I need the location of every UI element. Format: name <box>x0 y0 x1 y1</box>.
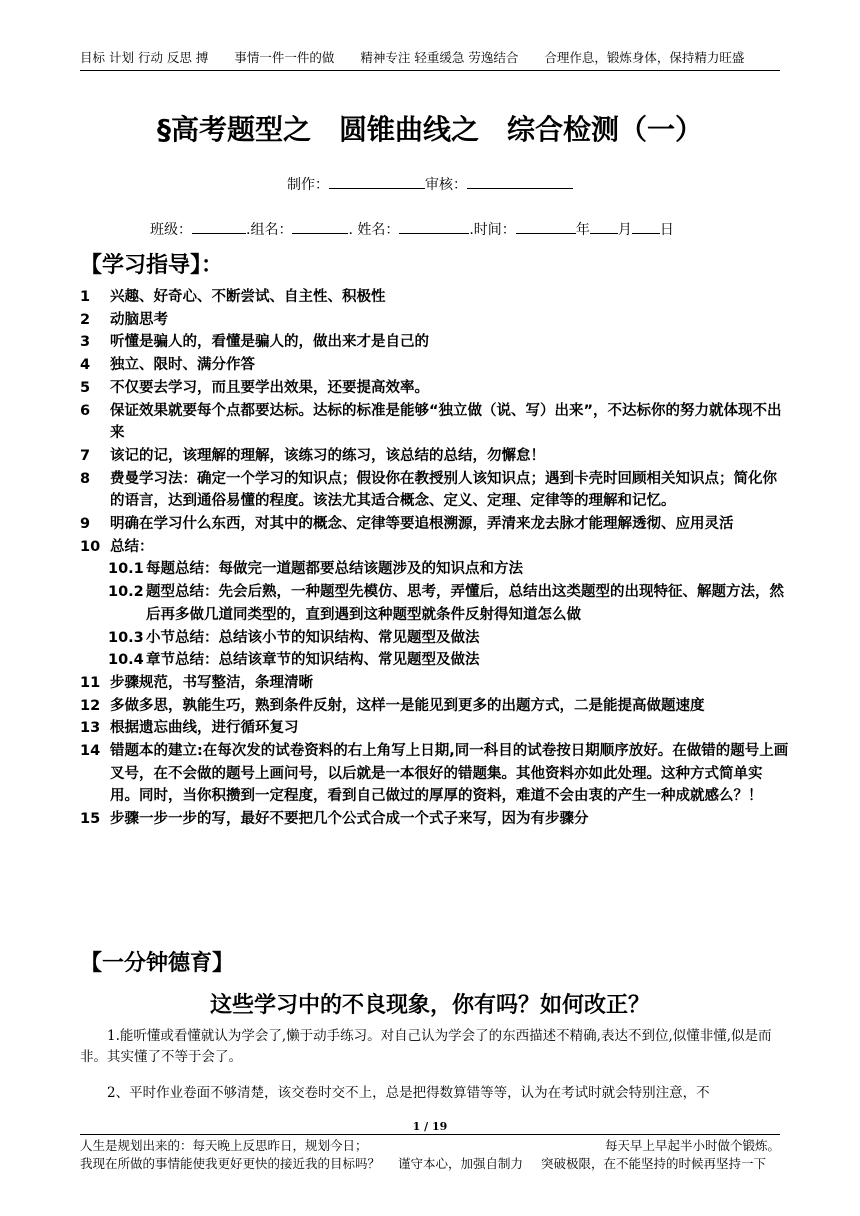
title-part-3: 综合检测（一） <box>507 113 704 146</box>
title-part-2: 圆锥曲线之 <box>338 113 479 146</box>
list-item <box>80 672 790 695</box>
list-item <box>80 740 790 808</box>
page-header <box>80 48 780 71</box>
footer-text-left: 人生是规划出来的：每天晚上反思昨日，规划今日； <box>80 1138 368 1153</box>
item-number: 2 <box>80 311 91 328</box>
name-blank <box>399 219 469 234</box>
sub-list-item <box>80 627 790 650</box>
header-text-1: 目标 计划 行动 反思 搏 <box>80 50 209 65</box>
sub-list-item <box>80 558 790 581</box>
item-number: 7 <box>80 447 91 464</box>
footer-text-3: 突破极限，在不能坚持的时候再坚持一下 <box>540 1156 766 1171</box>
item-number: 3 <box>80 334 91 351</box>
group-label: .组名： <box>246 222 293 238</box>
item-text: 兴趣、好奇心、不断尝试、自主性、积极性 <box>110 289 386 305</box>
maker-label: 制作： <box>287 177 329 193</box>
item-number: 11 <box>80 674 101 691</box>
item-text: 该记的记，该理解的理解，该练习的练习，该总结的总结，勿懈怠！ <box>110 447 545 464</box>
list-item <box>80 331 790 354</box>
page-footer <box>80 1134 780 1173</box>
time-label: .时间： <box>469 222 516 238</box>
list-item <box>80 309 790 332</box>
item-text: 步骤一步一步的写，最好不要把几个公式合成一个式子来写，因为有步骤分 <box>110 811 589 828</box>
sub-item-text: 题型总结：先会后熟，一种题型先模仿、思考，弄懂后，总结出这类题型的出现特征、解题方法，然后再多做几道同类型的，直到遇到这种题型就条件反射得知道怎么做 <box>146 584 784 623</box>
sub-item-text: 每题总结：每做完一道题都要总结该题涉及的知识点和方法 <box>146 561 523 578</box>
header-text-2: 事情一件一件的做 <box>234 50 335 65</box>
item-text: 多做多思，孰能生巧，熟到条件反射，这样一是能见到更多的出题方式，二是能提高做题速度 <box>110 697 705 714</box>
list-item <box>80 445 790 468</box>
group-blank <box>292 219 348 234</box>
list-item <box>80 536 790 559</box>
review-label: 审核： <box>425 177 467 193</box>
item-text: 总结： <box>110 538 154 555</box>
header-text-4: 合理作息，锻炼身体，保持精力旺盛 <box>544 50 745 65</box>
sub-item-text: 章节总结：总结该章节的知识结构、常见题型及做法 <box>146 652 480 669</box>
sub-item-text: 小节总结：总结该小节的知识结构、常见题型及做法 <box>146 629 480 646</box>
item-number: 15 <box>80 811 101 828</box>
footer-row-2 <box>80 1155 780 1173</box>
item-text: 根据遗忘曲线，进行循环复习 <box>110 720 299 737</box>
paragraph-2: 2、平时作业卷面不够清楚，该交卷时交不上，总是把得数算错等等，认为在考试时就会特别注意，不 <box>107 1085 710 1101</box>
list-item <box>80 808 790 831</box>
list-item <box>80 377 790 400</box>
list-item <box>80 354 790 377</box>
list-item <box>80 695 790 718</box>
item-text: 错题本的建立:在每次发的试卷资料的右上角写上日期,同一科目的试卷按日期顺序放好。在做错的题号上画叉号，在不会做的题号上画问号，以后就是一本很好的错题集。其他资料亦如此处理。这种方式简单实用。同时，当你积攒到一定程度，看到自己做过的厚厚的资料，难道不会由衷的产生一种成就感么？！ <box>110 743 789 805</box>
maker-blank <box>329 174 425 189</box>
month-blank <box>590 219 618 234</box>
item-number: 14 <box>80 743 101 760</box>
name-label: . 姓名： <box>348 222 400 238</box>
sub-item-number: 10.2 <box>108 584 144 601</box>
sub-item-number: 10.3 <box>108 629 144 646</box>
item-number: 10 <box>80 538 101 555</box>
item-number: 6 <box>80 402 91 419</box>
item-text: 保证效果就要每个点都要达标。达标的标准是能够“独立做（说、写）出来”，不达标你的努力就体现不出来 <box>110 402 782 442</box>
day-blank <box>632 219 660 234</box>
item-text: 明确在学习什么东西，对其中的概念、定律等要追根溯源，弄清来龙去脉才能理解透彻、应用灵活 <box>110 516 734 533</box>
guide-heading: 【学习指导】： <box>80 253 224 278</box>
class-label: 班级： <box>150 222 192 238</box>
list-item <box>80 468 790 513</box>
page-title <box>0 108 860 148</box>
month-label: 月 <box>617 222 632 238</box>
item-text: 费曼学习法：确定一个学习的知识点；假设你在教授别人该知识点；遇到卡壳时回顾相关知识点；简化你的语言，达到通俗易懂的程度。该法尤其适合概念、定义、定理、定律等的理解和记忆。 <box>110 470 777 510</box>
list-item <box>80 717 790 740</box>
item-number: 12 <box>80 697 101 714</box>
maker-line <box>0 174 860 194</box>
item-text: 动脑思考 <box>110 311 168 328</box>
year-label: 年 <box>575 222 590 238</box>
footer-row-1 <box>80 1137 780 1155</box>
sub-list-item <box>80 581 790 626</box>
item-number: 13 <box>80 720 101 737</box>
sub-item-number: 10.1 <box>108 561 144 578</box>
item-number: 1 <box>80 289 91 305</box>
item-text: 听懂是骗人的，看懂是骗人的，做出来才是自己的 <box>110 334 429 351</box>
item-number: 5 <box>80 379 91 396</box>
list-item <box>80 513 790 536</box>
item-text: 不仅要去学习，而且要学出效果，还要提高效率。 <box>110 379 429 396</box>
item-number: 4 <box>80 357 91 374</box>
review-blank <box>467 174 573 189</box>
moral-title: 这些学习中的不良现象，你有吗？如何改正？ <box>209 993 650 1018</box>
sub-list-item <box>80 649 790 672</box>
header-text-3: 精神专注 轻重缓急 劳逸结合 <box>360 50 519 65</box>
class-blank <box>192 219 246 234</box>
student-info-line <box>150 219 674 239</box>
item-number: 9 <box>80 516 91 533</box>
footer-text-1: 我现在所做的事情能使我更好更快的接近我的目标吗？ <box>80 1156 381 1171</box>
footer-text-right: 每天早上早起半小时做个锻炼。 <box>604 1138 780 1153</box>
list-item <box>80 400 790 445</box>
page-number: 1 / 19 <box>412 1120 448 1133</box>
item-number: 8 <box>80 470 91 487</box>
item-text: 步骤规范，书写整洁，条理清晰 <box>110 674 313 691</box>
item-text: 独立、限时、满分作答 <box>110 357 255 374</box>
title-part-1: §高考题型之 <box>156 113 311 146</box>
list-item <box>80 286 790 309</box>
paragraph-1: 1.能听懂或看懂就认为学会了,懒于动手练习。对自己认为学会了的东西描述不精确,表达不到位,似懂非懂,似是而非。其实懂了不等于会了。 <box>80 1028 772 1065</box>
footer-text-2: 谨守本心，加强自制力 <box>397 1156 523 1171</box>
day-label: 日 <box>659 222 674 238</box>
moral-heading: 【一分钟德育】 <box>80 951 235 976</box>
year-blank <box>516 219 576 234</box>
guide-list <box>80 286 790 831</box>
sub-item-number: 10.4 <box>108 652 144 669</box>
